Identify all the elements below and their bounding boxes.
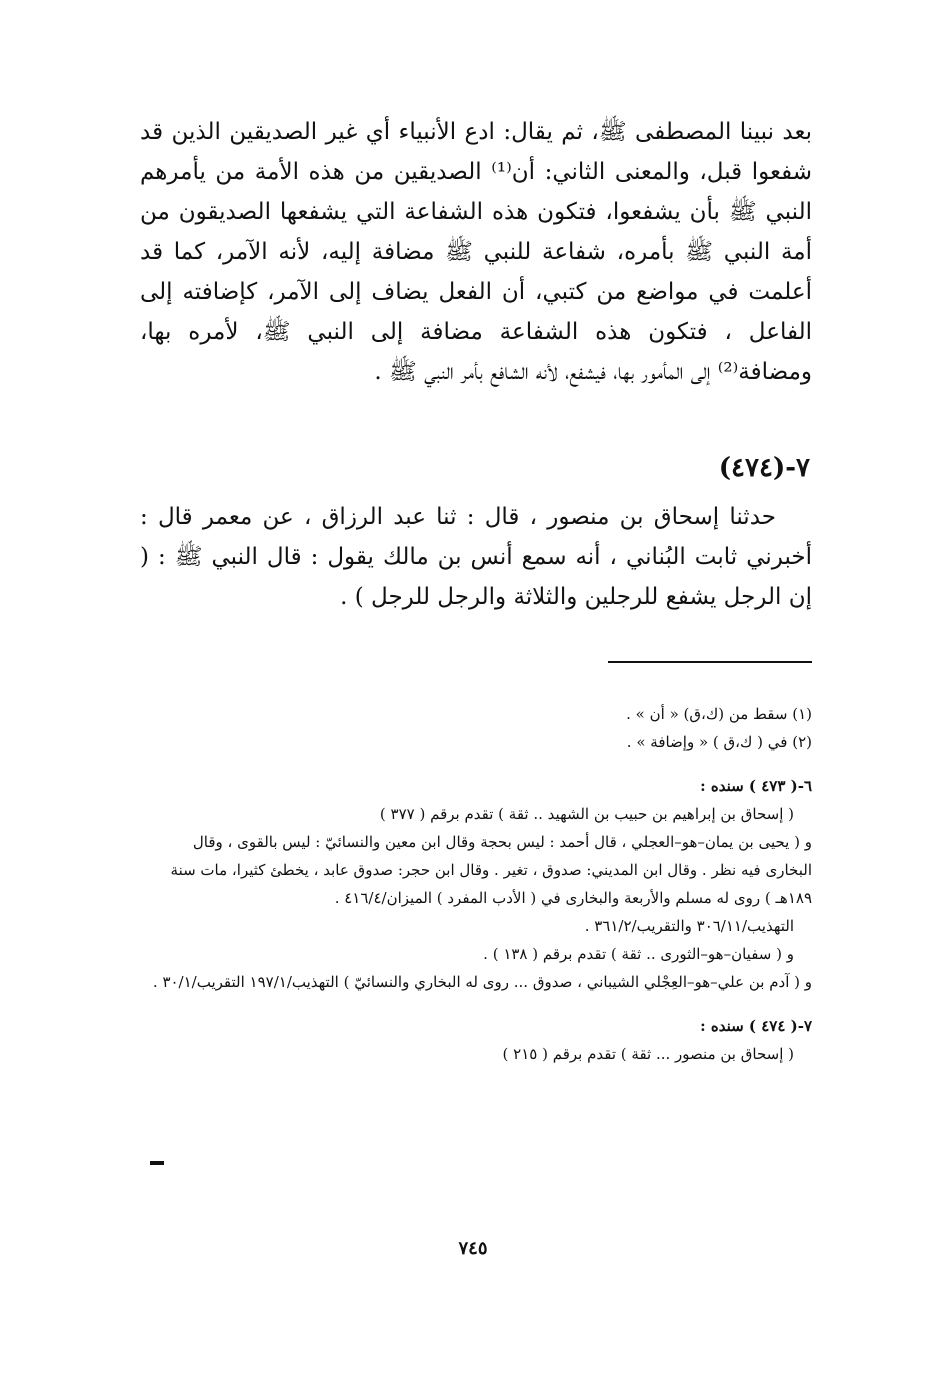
isnad-473-line-1: ( إسحاق بن إبراهيم بن حبيب بن الشهيد .. ثقة ) تقدم برقم ( ٣٧٧ ) — [379, 805, 794, 823]
hadith-number-heading: ٧-(٤٧٤) — [718, 453, 810, 483]
isnad-473-line-4: و ( سفيان–هو–الثورى .. ثقة ) تقدم برقم ( ١٣٨ ) . — [483, 945, 794, 963]
isnad-473-heading: ٦-( ٤٧٣ ) سنده : — [700, 777, 812, 795]
isnad-474-heading: ٧-( ٤٧٤ ) سنده : — [700, 1017, 812, 1035]
isnad-473-line-2: و ( يحيى بن يمان–هو–العجلي ، قال أحمد : ليس بحجة وقال ابن معين والنسائيّ : ليس بالقوى ، وقال البخارى فيه نظر . وقال ابن المديني: صدوق ، تغير . وقال ابن حجر: صدوق عابد ، يخطئ كثيرا، مات سنة ١٨٩هـ ) روى له مسلم والأربعة والبخارى في ( الأدب المفرد ) الميزان/٤١٦/٤ . — [170, 833, 812, 907]
footnotes-section — [150, 700, 812, 1068]
page-number: ٧٤٥ — [458, 1238, 488, 1259]
footnote-1: (١) سقط من (ك،ق) « أن » . — [626, 705, 812, 723]
footnote-2: (٢) في ( ك،ق ) « وإضافة » . — [626, 733, 812, 751]
main-text-paragraph-2 — [140, 497, 812, 617]
paragraph-2-text: حدثنا إسحاق بن منصور ، قال : ثنا عبد الرزاق ، عن معمر قال : أخبرني ثابت البُناني ، أنه سمع أنس بن مالك يقول : قال النبي ﷺ : ( إن الرجل يشفع للرجلين والثلاثة والرجل للرجل ) . — [140, 504, 812, 610]
isnad-473-line-3: التهذيب/٣٠٦/١١ والتقريب/٣٦١/٢ . — [584, 917, 794, 935]
isnad-473-line-5: و ( آدم بن علي–هو–العِجْلي الشيباني ، صدوق ... روى له البخاري والنسائيّ ) التهذيب/١٩٧/١ التقريب/٣٠/١ . — [152, 973, 812, 991]
margin-dash-mark — [150, 1161, 164, 1165]
footnote-separator-rule — [608, 661, 812, 663]
main-text-paragraph-1 — [140, 112, 812, 392]
paragraph-1-text: بعد نبينا المصطفى ﷺ، ثم يقال: ادع الأنبياء أي غير الصديقين الذين قد شفعوا قبل، والمعنى الثاني: أن⁽¹⁾ الصديقين من هذه الأمة من يأمرهم النبي ﷺ بأن يشفعوا، فتكون هذه الشفاعة التي يشفعها الصديقون من أمة النبي ﷺ بأمره، شفاعة للنبي ﷺ مضافة إليه، لأنه الآمر، كما قد أعلمت في مواضع من كتبي، أن الفعل يضاف إلى الآمر، كإضافته إلى الفاعل ، فتكون هذه الشفاعة مضافة إلى النبي ﷺ، لأمره بها، ومضافة⁽²⁾ إلى المأمور بها، فيشفع، لأنه الشافع بأمر النبي ﷺ . — [140, 119, 812, 385]
isnad-474-line-1: ( إسحاق بن منصور ... ثقة ) تقدم برقم ( ٢١٥ ) — [502, 1045, 794, 1063]
